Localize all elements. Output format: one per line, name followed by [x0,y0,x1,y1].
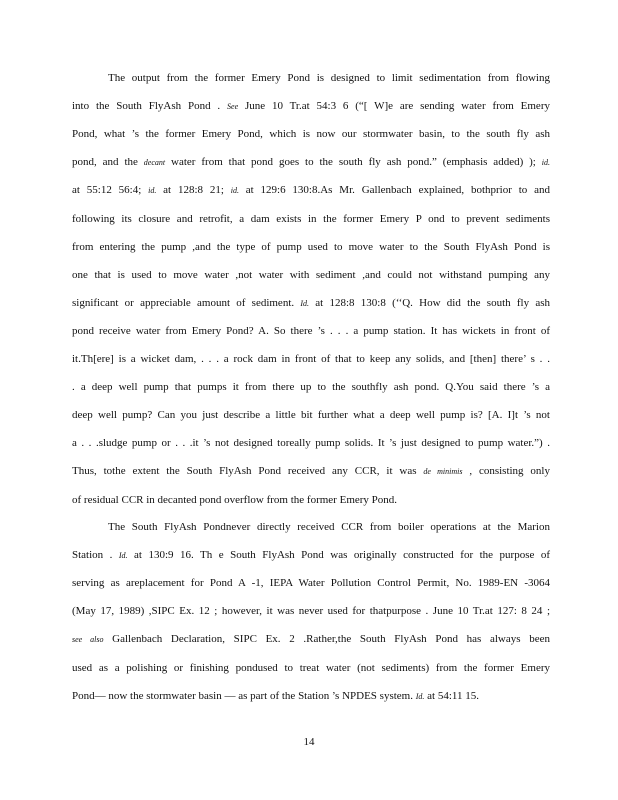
text-line: serving as areplacement for Pond A -1, IEPA Water Pollution Control Permit, No. 1989-EN -3064 [72,577,550,590]
text-line: used as a polishing or finishing pondused to treat water (not sediments) from the former Emery [72,661,550,674]
text-line: Station . Id. at 130:9 16. Th e South FlyAsh Pond was originally constructed for the purpose of [72,549,550,562]
text-line: see also Gallenbach Declaration, SIPC Ex. 2 .Rather,the South FlyAsh Pond has always been [72,633,550,646]
text-line: Thus, tothe extent the South FlyAsh Pond received any CCR, it was de minimis , consisting only [72,465,550,478]
text-line: a . . .sludge pump or . . .it ’s not designed toreally pump solids. It ’s just designed to pump water.”) . [72,437,550,450]
text-line: pond receive water from Emery Pond? A. So there ’s . . . a pump station. It has wickets in front of [72,324,550,337]
text-line: pond, and the decant water from that pond goes to the south fly ash pond.” (emphasis added) ); id. [72,156,551,169]
text-line: of residual CCR in decanted pond overflow from the former Emery Pond. [72,493,398,506]
text-line: Pond— now the stormwater basin — as part of the Station ’s NPDES system. Id. at 54:11 15. [72,689,479,702]
page-number: 14 [303,736,315,748]
text-line: following its closure and retrofit, a dam exists in the former Emery P ond to prevent sediments [72,212,550,225]
text-line: significant or appreciable amount of sediment. Id. at 128:8 130:8 (‘‘Q. How did the south fly ash [72,296,550,309]
text-line: . a deep well pump that pumps it from there up to the southfly ash pond. Q.You said there ’s a [72,381,550,394]
text-line: into the South FlyAsh Pond . See June 10 Tr.at 54:3 6 (“[ W]e are sending water from Emery [72,100,550,113]
text-line: (May 17, 1989) ,SIPC Ex. 12 ; however, it was never used for thatpurpose . June 10 Tr.at 127: 8 24 ; [72,605,550,618]
text-line: The output from the former Emery Pond is designed to limit sedimentation from flowing [108,72,550,84]
text-line: at 55:12 56:4; id. at 128:8 21; id. at 129:6 130:8.As Mr. Gallenbach explained, bothprior to and [72,184,550,197]
text-line: it.Th[ere] is a wicket dam, . . . a rock dam in front of that to keep any solids, and [then] there’ s . . [72,353,550,365]
text-line: from entering the pump ,and the type of pump used to move water to the South FlyAsh Pond is [72,240,550,253]
text-line: Pond, what ’s the former Emery Pond, which is now our stormwater basin, to the south fly ash [72,128,550,141]
text-line: one that is used to move water ,not water with sediment ,and could not withstand pumping any [72,268,550,281]
text-line: deep well pump? Can you just describe a little bit further what a deep well pump is? [A. I]t ’s not [72,409,550,422]
text-line: The South FlyAsh Pondnever directly received CCR from boiler operations at the Marion [108,521,550,533]
